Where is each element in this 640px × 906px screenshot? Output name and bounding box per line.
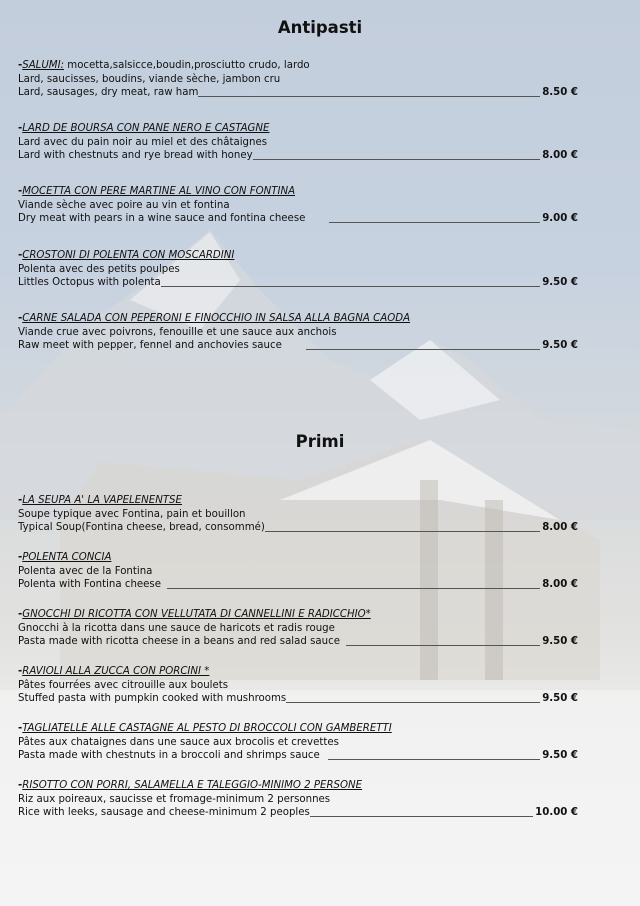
item-desc-en: Polenta with Fontina cheese <box>18 579 162 591</box>
item-name: CROSTONI DI POLENTA CON MOSCARDINI <box>22 250 235 261</box>
item-price: 9.50 € <box>542 277 578 289</box>
item-desc-en: Stuffed pasta with pumpkin cooked with mushrooms <box>18 693 287 705</box>
leader-line <box>328 759 540 760</box>
menu-item: -MOCETTA CON PERE MARTINE AL VINO CON FONTINA Viande sèche avec poire au vin et fontina Dry meat with pears in a wine sauce and fontina cheese 9.00 € <box>18 186 578 225</box>
item-desc-fr: Viande crue avec poivrons, fenouille et une sauce aux anchois <box>18 326 337 338</box>
item-desc-fr: Viande sèche avec poire au vin et fontina <box>18 199 230 211</box>
item-price: 9.50 € <box>542 636 578 648</box>
leader-line <box>286 702 540 703</box>
leader-line <box>161 286 540 287</box>
menu-item: -TAGLIATELLE ALLE CASTAGNE AL PESTO DI BROCCOLI CON GAMBERETTI Pâtes aux chataignes dans une sauce aux brocolis et crevettes Pasta made with chestnuts in a broccoli and shrimps sauce 9.50 € <box>18 723 578 762</box>
item-price: 9.50 € <box>542 340 578 352</box>
item-desc-en: Pasta made with ricotta cheese in a beans and red salad sauce <box>18 636 340 648</box>
item-name: TAGLIATELLE ALLE CASTAGNE AL PESTO DI BROCCOLI CON GAMBERETTI <box>22 723 392 734</box>
leader-line <box>346 645 540 646</box>
item-desc-fr: Lard, saucisses, boudins, viande sèche, jambon cru <box>18 73 281 85</box>
item-desc-en: Lard with chestnuts and rye bread with honey <box>18 150 253 162</box>
item-name: RISOTTO CON PORRI, SALAMELLA E TALEGGIO-MINIMO 2 PERSONE <box>22 780 363 791</box>
section-title-antipasti: Antipasti <box>277 18 363 37</box>
leader-line <box>167 588 540 589</box>
item-price: 8.00 € <box>542 522 578 534</box>
leader-line <box>329 222 540 223</box>
menu-item: -RAVIOLI ALLA ZUCCA CON PORCINI * Pâtes fourrées avec citrouille aux boulets Stuffed pasta with pumpkin cooked with mushrooms 9.50 € <box>18 666 578 705</box>
section-title-primi: Primi <box>295 432 345 451</box>
leader-line <box>306 349 540 350</box>
leader-line <box>253 159 541 160</box>
leader-line <box>265 531 540 532</box>
menu-item: -RISOTTO CON PORRI, SALAMELLA E TALEGGIO-MINIMO 2 PERSONE Riz aux poireaux, saucisse et fromage-minimum 2 personnes Rice with leeks, sausage and cheese-minimum 2 peoples 10.00 € <box>18 780 578 819</box>
item-name: GNOCCHI DI RICOTTA CON VELLUTATA DI CANNELLINI E RADICCHIO* <box>22 609 371 620</box>
item-desc-fr: Pâtes aux chataignes dans une sauce aux brocolis et crevettes <box>18 736 339 748</box>
item-desc-fr: Pâtes fourrées avec citrouille aux boulets <box>18 679 229 691</box>
item-price: 8.00 € <box>542 150 578 162</box>
item-desc-en: Pasta made with chestnuts in a broccoli and shrimps sauce <box>18 750 320 762</box>
item-desc-fr: Gnocchi à la ricotta dans une sauce de haricots et radis rouge <box>18 622 335 634</box>
item-desc-en: Littles Octopus with polenta <box>18 277 161 289</box>
item-desc-en: Lard, sausages, dry meat, raw ham <box>18 87 199 99</box>
item-desc-fr: Soupe typique avec Fontina, pain et bouillon <box>18 508 246 520</box>
menu-item: -GNOCCHI DI RICOTTA CON VELLUTATA DI CANNELLINI E RADICCHIO* Gnocchi à la ricotta dans une sauce de haricots et radis rouge Pasta made with ricotta cheese in a beans and red salad sauce 9.50 € <box>18 609 578 648</box>
item-price: 8.00 € <box>542 579 578 591</box>
item-desc-en: Typical Soup(Fontina cheese, bread, consommé) <box>18 522 265 534</box>
leader-line <box>310 816 533 817</box>
item-name: LARD DE BOURSA CON PANE NERO E CASTAGNE <box>22 123 270 134</box>
item-desc-fr: Lard avec du pain noir au miel et des châtaignes <box>18 136 268 148</box>
menu-item: -CROSTONI DI POLENTA CON MOSCARDINI Polenta avec des petits poulpes Littles Octopus with polenta 9.50 € <box>18 250 578 289</box>
item-desc-fr: Polenta avec des petits poulpes <box>18 263 180 275</box>
item-price: 8.50 € <box>542 87 578 99</box>
item-name-extra: mocetta,salsicce,boudin,prosciutto crudo, lardo <box>64 60 310 71</box>
leader-line <box>198 96 540 97</box>
item-name: LA SEUPA A' LA VAPELENENTSE <box>22 495 182 506</box>
menu-item: -SALUMI: mocetta,salsicce,boudin,prosciutto crudo, lardo Lard, saucisses, boudins, viande sèche, jambon cru Lard, sausages, dry meat, raw ham 8.50 € <box>18 60 578 99</box>
menu-item: -LA SEUPA A' LA VAPELENENTSE Soupe typique avec Fontina, pain et bouillon Typical Soup(Fontina cheese, bread, consommé) 8.00 € <box>18 495 578 534</box>
item-price: 10.00 € <box>535 807 578 819</box>
item-price: 9.50 € <box>542 750 578 762</box>
item-name: POLENTA CONCIA <box>22 552 112 563</box>
item-price: 9.50 € <box>542 693 578 705</box>
item-desc-en: Rice with leeks, sausage and cheese-minimum 2 peoples <box>18 807 310 819</box>
item-desc-en: Raw meet with pepper, fennel and anchovies sauce <box>18 340 282 352</box>
menu-item: -CARNE SALADA CON PEPERONI E FINOCCHIO IN SALSA ALLA BAGNA CAODA Viande crue avec poivrons, fenouille et une sauce aux anchois Raw meet with pepper, fennel and anchovies sauce 9.50 € <box>18 313 578 352</box>
menu-item: -POLENTA CONCIA Polenta avec de la Fontina Polenta with Fontina cheese 8.00 € <box>18 552 578 591</box>
item-name: MOCETTA CON PERE MARTINE AL VINO CON FONTINA <box>22 186 296 197</box>
item-name: CARNE SALADA CON PEPERONI E FINOCCHIO IN SALSA ALLA BAGNA CAODA <box>22 313 411 324</box>
item-price: 9.00 € <box>542 213 578 225</box>
item-name: SALUMI: <box>22 60 65 71</box>
item-desc-en: Dry meat with pears in a wine sauce and fontina cheese <box>18 213 306 225</box>
menu-item: -LARD DE BOURSA CON PANE NERO E CASTAGNE Lard avec du pain noir au miel et des châtaignes Lard with chestnuts and rye bread with honey 8.00 € <box>18 123 578 162</box>
item-name: RAVIOLI ALLA ZUCCA CON PORCINI * <box>22 666 210 677</box>
item-desc-fr: Riz aux poireaux, saucisse et fromage-minimum 2 personnes <box>18 793 331 805</box>
item-desc-fr: Polenta avec de la Fontina <box>18 565 153 577</box>
